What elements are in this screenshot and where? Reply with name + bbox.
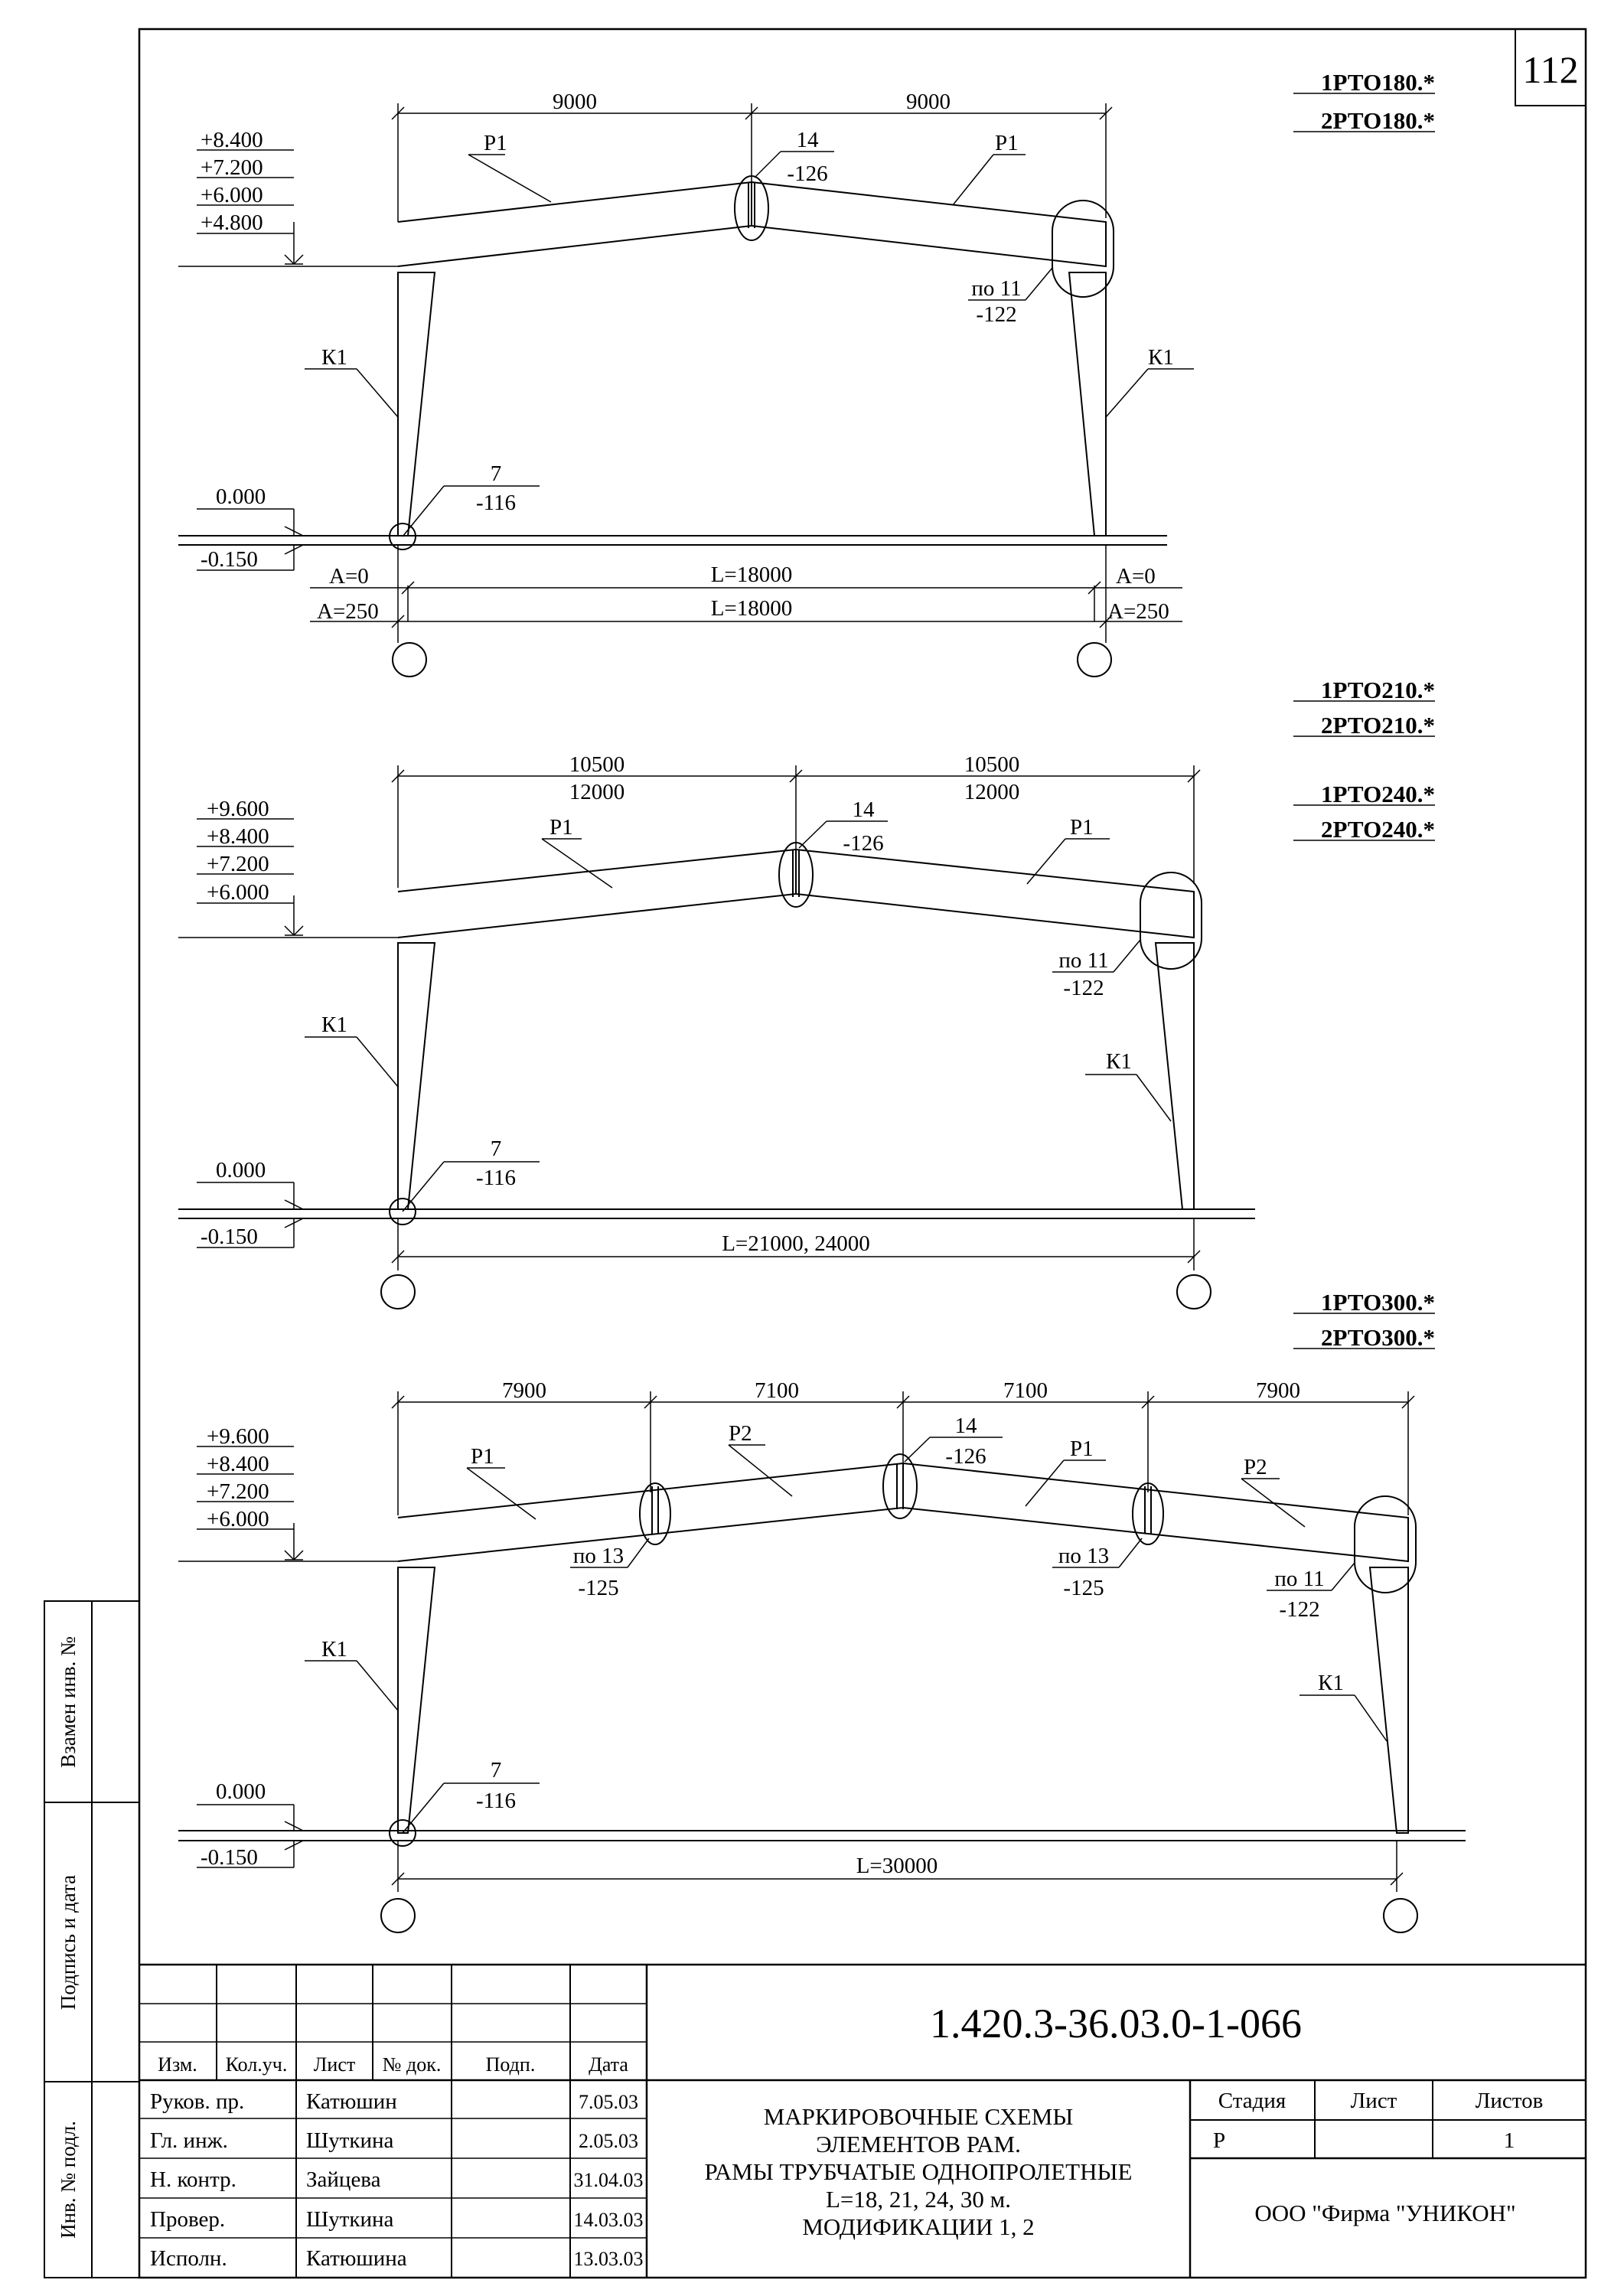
side-label-sign-date: Подпись и дата	[57, 1874, 80, 2011]
signer-name: Катюшина	[306, 2246, 407, 2271]
frame1-eave-node-num: по 11	[971, 276, 1022, 301]
frame3-rafter-label-3: Р1	[1070, 1437, 1094, 1461]
frame2-ridge-node-num: 14	[852, 797, 875, 822]
frame3-eave-node-ref: -122	[1279, 1597, 1320, 1622]
signer-name: Шуткина	[306, 2128, 394, 2153]
frame1-rafter-left-label: Р1	[484, 131, 507, 155]
frame2-base-node-num: 7	[490, 1137, 502, 1161]
frame3-level-3: +7.200	[207, 1479, 269, 1504]
frame1-rafter-left-shape	[398, 182, 752, 266]
frame1-ridge-node-num: 14	[796, 128, 819, 152]
frame3-splice-left-ref: -125	[578, 1576, 619, 1600]
frame1-span-l1: L=18000	[710, 563, 793, 587]
frame2-ground-label: 0.000	[216, 1158, 266, 1182]
frame2-span-l: L=21000, 24000	[722, 1231, 870, 1256]
frame3-level-2: +8.400	[207, 1452, 269, 1476]
frame3-column-right-label: К1	[1318, 1671, 1344, 1695]
frame2-eave-node-ref: -122	[1063, 976, 1104, 1000]
signer-date: 14.03.03	[573, 2209, 644, 2231]
signer-row	[150, 2089, 638, 2114]
side-strip	[44, 1601, 139, 2278]
frame1-base-node-num: 7	[490, 461, 502, 486]
signer-name: Катюшин	[306, 2089, 397, 2114]
frame3-column-left-shape	[398, 1567, 435, 1833]
frame3-column-right-shape	[1370, 1567, 1408, 1833]
frame-diagram-2	[178, 677, 1435, 1309]
frame1-offset-a250-right: А=250	[1107, 599, 1169, 624]
frame3-splice-right-num: по 13	[1058, 1544, 1110, 1568]
company-name: ООО "Фирма "УНИКОН"	[1254, 2200, 1516, 2226]
frame3-level-4: +6.000	[207, 1507, 269, 1531]
frame1-mark-2: 2РТО180.*	[1321, 107, 1435, 134]
frame2-column-right-shape	[1156, 943, 1194, 1209]
sheet-frame	[139, 29, 1586, 2278]
frame1-base-node-ref: -116	[475, 491, 517, 515]
frame2-mark-3: 1РТО240.*	[1321, 781, 1435, 807]
frame1-span-2: 9000	[906, 90, 951, 114]
frame2-ridge-node-ref: -126	[843, 831, 884, 856]
frame3-span-2: 7100	[755, 1378, 799, 1403]
frame1-ridge-node-ref: -126	[787, 161, 828, 186]
title-line-3: РАМЫ ТРУБЧАТЫЕ ОДНОПРОЛЕТНЫЕ	[704, 2158, 1133, 2185]
header-list: Лист	[313, 2053, 356, 2076]
document-code: 1.420.3-36.03.0-1-066	[930, 2001, 1302, 2047]
frame3-splice-left-num: по 13	[572, 1544, 624, 1568]
title-line-5: МОДИФИКАЦИИ 1, 2	[802, 2213, 1035, 2240]
signer-row	[150, 2246, 644, 2271]
frame3-span-l: L=30000	[856, 1854, 938, 1878]
frame1-rafter-right-label: Р1	[995, 131, 1019, 155]
title-block	[139, 1965, 1586, 2278]
sheet-number: 112	[1522, 48, 1579, 91]
frame2-span-b-1: 12000	[569, 780, 625, 804]
frame2-rafter-right-shape	[796, 850, 1194, 938]
frame3-base-node-num: 7	[490, 1758, 502, 1782]
signer-date: 31.04.03	[573, 2169, 644, 2191]
frame1-level-1: +8.400	[201, 128, 263, 152]
frame2-mark-4: 2РТО240.*	[1321, 816, 1435, 843]
frame3-span-3: 7100	[1003, 1378, 1048, 1403]
title-line-1: МАРКИРОВОЧНЫЕ СХЕМЫ	[763, 2103, 1074, 2130]
sheets-value: 1	[1503, 2128, 1515, 2153]
frame3-column-left-label: К1	[321, 1637, 347, 1662]
frame1-column-left-label: К1	[321, 345, 347, 370]
signer-row	[150, 2207, 644, 2232]
frame1-offset-a250-left: А=250	[317, 599, 379, 624]
frame1-level-4: +4.800	[201, 210, 263, 235]
frame1-ground-label: 0.000	[216, 484, 266, 509]
signer-date: 13.03.03	[573, 2248, 644, 2270]
signer-role: Исполн.	[150, 2246, 227, 2271]
side-label-inv-orig: Инв. № подл.	[57, 2121, 80, 2239]
frame2-eave-node-num: по 11	[1058, 948, 1109, 973]
frame2-span-a-2: 10500	[964, 752, 1020, 777]
frame-diagram-3	[178, 1289, 1466, 1932]
frame1-mark-1: 1РТО180.*	[1321, 69, 1435, 96]
frame2-column-right-label: К1	[1106, 1049, 1132, 1074]
frame3-below-label: -0.150	[201, 1845, 258, 1870]
header-kol: Кол.уч.	[225, 2053, 288, 2076]
frame2-span-a-1: 10500	[569, 752, 625, 777]
frame3-span-1: 7900	[502, 1378, 546, 1403]
frame2-rafter-left-shape	[398, 850, 796, 938]
frame3-rafter-label-2: Р2	[729, 1421, 752, 1446]
signer-name: Зайцева	[306, 2167, 381, 2192]
frame2-mark-1: 1РТО210.*	[1321, 677, 1435, 703]
frame1-offset-a0-left: А=0	[329, 564, 369, 589]
signer-row	[150, 2167, 644, 2192]
frame3-span-4: 7900	[1256, 1378, 1300, 1403]
frame1-span-l2: L=18000	[710, 596, 793, 621]
frame1-level-3: +6.000	[201, 183, 263, 207]
frame3-base-node-ref: -116	[475, 1789, 517, 1813]
frame1-below-label: -0.150	[201, 547, 258, 572]
title-line-2: ЭЛЕМЕНТОВ РАМ.	[816, 2131, 1021, 2157]
frame3-rafter-right-shape	[903, 1463, 1408, 1561]
side-label-replace-inv: Взамен инв. №	[57, 1636, 80, 1768]
signer-role: Руков. пр.	[150, 2089, 245, 2114]
frame1-span-1: 9000	[553, 90, 597, 114]
frame2-base-node-ref: -116	[475, 1166, 517, 1190]
frame2-column-left-label: К1	[321, 1013, 347, 1037]
frame2-rafter-right-label: Р1	[1070, 815, 1094, 840]
frame3-level-1: +9.600	[207, 1424, 269, 1449]
frame1-column-right-shape	[1069, 272, 1106, 536]
signer-role: Гл. инж.	[150, 2128, 228, 2153]
sheet-label: Лист	[1350, 2089, 1397, 2113]
frame3-ridge-node-ref: -126	[945, 1444, 986, 1469]
signer-role: Провер.	[150, 2207, 226, 2232]
frame1-eave-node-ref: -122	[976, 302, 1017, 327]
header-date: Дата	[589, 2053, 628, 2076]
signer-role: Н. контр.	[150, 2167, 236, 2192]
frame2-level-4: +6.000	[207, 880, 269, 905]
signer-date: 2.05.03	[579, 2130, 638, 2152]
frame2-column-left-shape	[398, 943, 435, 1209]
frame3-rafter-label-4: Р2	[1244, 1455, 1267, 1479]
frame3-mark-2: 2РТО300.*	[1321, 1324, 1435, 1351]
stage-label: Стадия	[1218, 2089, 1286, 2113]
frame2-span-b-2: 12000	[964, 780, 1020, 804]
header-sign: Подп.	[485, 2053, 536, 2076]
stage-value: Р	[1213, 2128, 1226, 2153]
frame2-below-label: -0.150	[201, 1225, 258, 1249]
frame1-column-right-label: К1	[1148, 345, 1174, 370]
frame3-splice-right-ref: -125	[1063, 1576, 1104, 1600]
frame1-offset-a0-right: А=0	[1116, 564, 1156, 589]
frame1-level-2: +7.200	[201, 155, 263, 180]
title-line-4: L=18, 21, 24, 30 м.	[825, 2186, 1012, 2213]
signer-row	[150, 2128, 638, 2153]
frame3-rafter-label-1: Р1	[471, 1444, 494, 1469]
frame3-eave-node-num: по 11	[1274, 1567, 1325, 1591]
header-izm: Изм.	[158, 2053, 197, 2076]
frame2-level-1: +9.600	[207, 797, 269, 821]
frame2-rafter-left-label: Р1	[549, 815, 573, 840]
frame3-ridge-node-num: 14	[954, 1414, 977, 1438]
frame3-ground-label: 0.000	[216, 1779, 266, 1804]
header-doc: № док.	[382, 2053, 442, 2076]
frame1-column-left-shape	[398, 272, 435, 536]
signer-name: Шуткина	[306, 2207, 394, 2232]
frame2-level-2: +8.400	[207, 824, 269, 849]
sheets-label: Листов	[1475, 2089, 1544, 2113]
frame-diagram-1	[178, 69, 1435, 677]
frame3-mark-1: 1РТО300.*	[1321, 1289, 1435, 1316]
frame2-level-3: +7.200	[207, 852, 269, 876]
signer-date: 7.05.03	[579, 2091, 638, 2113]
frame2-mark-2: 2РТО210.*	[1321, 712, 1435, 739]
